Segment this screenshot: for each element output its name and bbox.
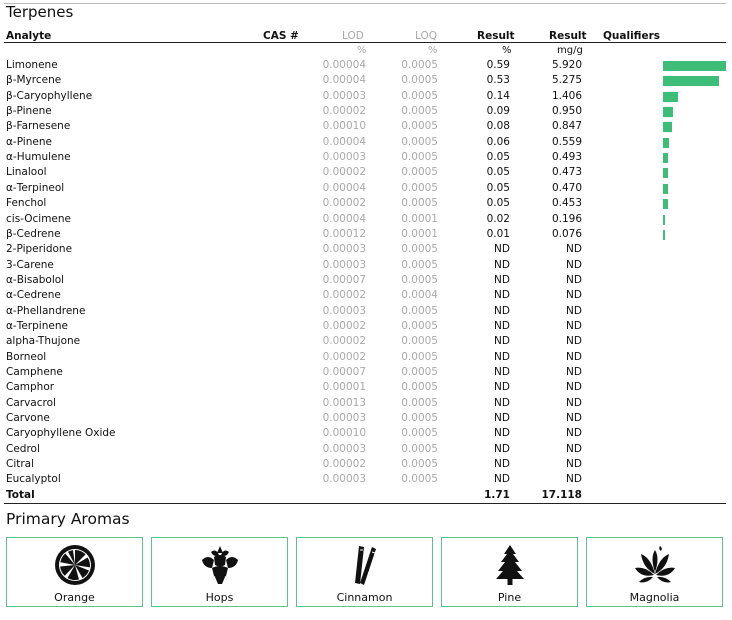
analyte-name: α-Pinene bbox=[6, 135, 52, 148]
lod-value: 0.00013 bbox=[322, 396, 366, 409]
lod-value: 0.00003 bbox=[322, 412, 366, 425]
loq-value: 0.0005 bbox=[401, 319, 438, 332]
table-row bbox=[0, 120, 732, 135]
analyte-name: Cedrol bbox=[6, 442, 40, 455]
result-mg-value: ND bbox=[566, 350, 582, 363]
lod-value: 0.00003 bbox=[322, 473, 366, 486]
analyte-name: Linalool bbox=[6, 166, 47, 179]
lod-value: 0.00001 bbox=[322, 381, 366, 394]
result-pct-value: ND bbox=[494, 258, 510, 271]
loq-value: 0.0005 bbox=[401, 197, 438, 210]
result-bar bbox=[663, 215, 665, 225]
lod-value: 0.00002 bbox=[322, 319, 366, 332]
loq-value: 0.0001 bbox=[401, 227, 438, 240]
analyte-name: β-Caryophyllene bbox=[6, 89, 93, 102]
loq-value: 0.0005 bbox=[401, 335, 438, 348]
lod-value: 0.00002 bbox=[322, 105, 366, 118]
result-mg-value: 0.559 bbox=[551, 135, 582, 148]
lod-value: 0.00003 bbox=[322, 151, 366, 164]
magnolia-flower-icon bbox=[633, 544, 677, 586]
table-row bbox=[0, 351, 732, 366]
header-analyte: Analyte bbox=[6, 30, 52, 42]
table-row bbox=[0, 427, 732, 442]
total-label: Total bbox=[6, 489, 35, 501]
analyte-name: β-Myrcene bbox=[6, 74, 62, 87]
table-row bbox=[0, 289, 732, 304]
analyte-name: β-Cedrene bbox=[6, 227, 61, 240]
lod-value: 0.00004 bbox=[322, 59, 366, 71]
loq-value: 0.0005 bbox=[401, 442, 438, 455]
analyte-name: Citral bbox=[6, 458, 35, 471]
result-bar bbox=[663, 92, 678, 102]
lod-value: 0.00004 bbox=[322, 181, 366, 194]
analyte-name: β-Pinene bbox=[6, 105, 52, 118]
result-pct-value: 0.14 bbox=[486, 89, 510, 102]
lod-value: 0.00003 bbox=[322, 304, 366, 317]
lod-value: 0.00010 bbox=[322, 427, 366, 440]
result-mg-value: 1.406 bbox=[551, 89, 582, 102]
cinnamon-sticks-icon bbox=[343, 544, 387, 586]
loq-value: 0.0005 bbox=[401, 74, 438, 87]
result-bar bbox=[663, 230, 665, 240]
unit-loq: % bbox=[428, 45, 438, 56]
result-pct-value: ND bbox=[494, 243, 510, 256]
table-row bbox=[0, 151, 732, 166]
result-mg-value: ND bbox=[566, 442, 582, 455]
analyte-name: Eucalyptol bbox=[6, 473, 61, 486]
lod-value: 0.00012 bbox=[322, 227, 366, 240]
loq-value: 0.0005 bbox=[401, 366, 438, 378]
lod-value: 0.00002 bbox=[322, 166, 366, 179]
loq-value: 0.0005 bbox=[401, 59, 438, 71]
total-pct: 1.71 bbox=[484, 489, 510, 501]
result-mg-value: 0.473 bbox=[551, 166, 582, 179]
loq-value: 0.0005 bbox=[401, 381, 438, 394]
header-result-pct: Result bbox=[477, 30, 515, 42]
table-row bbox=[0, 305, 732, 320]
result-pct-value: 0.02 bbox=[486, 212, 510, 225]
result-bar bbox=[663, 138, 669, 148]
result-pct-value: ND bbox=[494, 366, 510, 378]
loq-value: 0.0005 bbox=[401, 458, 438, 471]
loq-value: 0.0005 bbox=[401, 258, 438, 271]
analyte-name: cis-Ocimene bbox=[6, 212, 71, 225]
analyte-name: α-Humulene bbox=[6, 151, 71, 164]
loq-value: 0.0005 bbox=[401, 166, 438, 179]
result-mg-value: 0.950 bbox=[551, 105, 582, 118]
result-pct-value: 0.05 bbox=[486, 197, 510, 210]
analyte-name: α-Cedrene bbox=[6, 289, 61, 302]
result-pct-value: ND bbox=[494, 396, 510, 409]
aroma-label: Orange bbox=[54, 591, 95, 604]
result-mg-value: 0.453 bbox=[551, 197, 582, 210]
loq-value: 0.0005 bbox=[401, 120, 438, 133]
aroma-label: Hops bbox=[205, 591, 234, 604]
result-pct-value: 0.53 bbox=[486, 74, 510, 87]
analyte-name: Caryophyllene Oxide bbox=[6, 427, 116, 440]
table-row bbox=[0, 412, 732, 427]
analyte-name: Camphene bbox=[6, 366, 63, 378]
analyte-name: Fenchol bbox=[6, 197, 47, 210]
lod-value: 0.00002 bbox=[322, 289, 366, 302]
result-mg-value: ND bbox=[566, 396, 582, 409]
result-pct-value: ND bbox=[494, 304, 510, 317]
analyte-name: alpha-Thujone bbox=[6, 335, 81, 348]
loq-value: 0.0005 bbox=[401, 427, 438, 440]
result-pct-value: ND bbox=[494, 458, 510, 471]
table-row bbox=[0, 320, 732, 335]
result-pct-value: 0.05 bbox=[486, 151, 510, 164]
total-row bbox=[0, 489, 732, 504]
result-pct-value: 0.06 bbox=[486, 135, 510, 148]
result-mg-value: ND bbox=[566, 458, 582, 471]
primary-aromas-title: Primary Aromas bbox=[6, 510, 130, 528]
table-row bbox=[0, 182, 732, 197]
lod-value: 0.00003 bbox=[322, 89, 366, 102]
result-mg-value: 0.493 bbox=[551, 151, 582, 164]
table-row bbox=[0, 473, 732, 488]
analyte-name: Borneol bbox=[6, 350, 47, 363]
lod-value: 0.00002 bbox=[322, 335, 366, 348]
table-row bbox=[0, 228, 732, 243]
lod-value: 0.00003 bbox=[322, 258, 366, 271]
result-pct-value: 0.09 bbox=[486, 105, 510, 118]
total-mg: 17.118 bbox=[541, 489, 582, 501]
result-pct-value: ND bbox=[494, 335, 510, 348]
analyte-name: Carvone bbox=[6, 412, 50, 425]
analyte-name: α-Phellandrene bbox=[6, 304, 86, 317]
header-cas: CAS # bbox=[263, 30, 299, 42]
table-row bbox=[0, 59, 732, 74]
table-row bbox=[0, 381, 732, 396]
pine-tree-icon bbox=[488, 544, 532, 586]
header-divider bbox=[4, 42, 726, 43]
result-bar bbox=[663, 122, 672, 132]
table-row bbox=[0, 213, 732, 228]
result-bar bbox=[663, 184, 668, 194]
aroma-label: Magnolia bbox=[629, 591, 680, 604]
result-pct-value: 0.59 bbox=[486, 59, 510, 71]
orange-slice-icon bbox=[53, 544, 97, 586]
table-row bbox=[0, 335, 732, 350]
lod-value: 0.00002 bbox=[322, 197, 366, 210]
result-pct-value: 0.01 bbox=[486, 227, 510, 240]
table-row bbox=[0, 166, 732, 181]
analyte-name: 2-Piperidone bbox=[6, 243, 73, 256]
unit-result-mg: mg/g bbox=[557, 45, 583, 56]
result-pct-value: ND bbox=[494, 473, 510, 486]
aroma-card-cinnamon bbox=[296, 537, 433, 607]
hops-icon bbox=[198, 544, 242, 586]
result-pct-value: ND bbox=[494, 442, 510, 455]
result-pct-value: 0.05 bbox=[486, 181, 510, 194]
header-lod: LOD bbox=[342, 30, 364, 42]
loq-value: 0.0005 bbox=[401, 89, 438, 102]
table-row bbox=[0, 259, 732, 274]
lod-value: 0.00004 bbox=[322, 135, 366, 148]
terpenes-title: Terpenes bbox=[6, 3, 74, 21]
result-pct-value: ND bbox=[494, 381, 510, 394]
loq-value: 0.0005 bbox=[401, 105, 438, 118]
top-divider bbox=[4, 3, 726, 4]
loq-value: 0.0005 bbox=[401, 181, 438, 194]
aroma-card-pine bbox=[441, 537, 578, 607]
total-divider bbox=[4, 503, 726, 504]
result-mg-value: 5.275 bbox=[551, 74, 582, 87]
result-pct-value: ND bbox=[494, 350, 510, 363]
analyte-name: α-Terpinene bbox=[6, 319, 68, 332]
lod-value: 0.00003 bbox=[322, 243, 366, 256]
result-mg-value: ND bbox=[566, 319, 582, 332]
result-mg-value: ND bbox=[566, 304, 582, 317]
loq-value: 0.0005 bbox=[401, 135, 438, 148]
header-qualifiers: Qualifiers bbox=[603, 30, 661, 42]
table-row bbox=[0, 105, 732, 120]
result-bar bbox=[663, 61, 726, 71]
result-mg-value: ND bbox=[566, 427, 582, 440]
lod-value: 0.00003 bbox=[322, 442, 366, 455]
result-pct-value: ND bbox=[494, 427, 510, 440]
loq-value: 0.0005 bbox=[401, 396, 438, 409]
result-mg-value: 0.847 bbox=[551, 120, 582, 133]
result-mg-value: 0.196 bbox=[551, 212, 582, 225]
analyte-name: α-Bisabolol bbox=[6, 273, 65, 286]
lod-value: 0.00002 bbox=[322, 350, 366, 363]
table-row bbox=[0, 197, 732, 212]
loq-value: 0.0004 bbox=[401, 289, 438, 302]
result-mg-value: ND bbox=[566, 412, 582, 425]
result-mg-value: ND bbox=[566, 335, 582, 348]
lod-value: 0.00002 bbox=[322, 458, 366, 471]
lod-value: 0.00010 bbox=[322, 120, 366, 133]
header-loq: LOQ bbox=[415, 30, 438, 42]
table-row bbox=[0, 74, 732, 89]
result-pct-value: ND bbox=[494, 412, 510, 425]
result-bar bbox=[663, 107, 673, 117]
aroma-card-orange bbox=[6, 537, 143, 607]
loq-value: 0.0005 bbox=[401, 151, 438, 164]
aroma-label: Pine bbox=[497, 591, 522, 604]
loq-value: 0.0005 bbox=[401, 304, 438, 317]
result-mg-value: ND bbox=[566, 381, 582, 394]
result-bar bbox=[663, 76, 719, 86]
result-mg-value: ND bbox=[566, 273, 582, 286]
analyte-name: 3-Carene bbox=[6, 258, 54, 271]
loq-value: 0.0005 bbox=[401, 412, 438, 425]
result-pct-value: 0.05 bbox=[486, 166, 510, 179]
lod-value: 0.00007 bbox=[322, 273, 366, 286]
loq-value: 0.0005 bbox=[401, 473, 438, 486]
lod-value: 0.00007 bbox=[322, 366, 366, 378]
analyte-name: β-Farnesene bbox=[6, 120, 71, 133]
loq-value: 0.0005 bbox=[401, 273, 438, 286]
table-row bbox=[0, 458, 732, 473]
analyte-name: Carvacrol bbox=[6, 396, 56, 409]
table-row bbox=[0, 274, 732, 289]
lod-value: 0.00004 bbox=[322, 74, 366, 87]
result-mg-value: 0.076 bbox=[551, 227, 582, 240]
result-mg-value: ND bbox=[566, 366, 582, 378]
result-pct-value: ND bbox=[494, 289, 510, 302]
loq-value: 0.0005 bbox=[401, 243, 438, 256]
table-row bbox=[0, 136, 732, 151]
table-row bbox=[0, 90, 732, 105]
table-row bbox=[0, 366, 732, 381]
loq-value: 0.0001 bbox=[401, 212, 438, 225]
lod-value: 0.00004 bbox=[322, 212, 366, 225]
unit-result-pct: % bbox=[502, 45, 512, 56]
table-row bbox=[0, 243, 732, 258]
result-pct-value: ND bbox=[494, 319, 510, 332]
result-mg-value: ND bbox=[566, 473, 582, 486]
analyte-name: Limonene bbox=[6, 59, 58, 71]
result-mg-value: 5.920 bbox=[551, 59, 582, 71]
analyte-name: α-Terpineol bbox=[6, 181, 65, 194]
analyte-name: Camphor bbox=[6, 381, 55, 394]
aroma-card-hops bbox=[151, 537, 288, 607]
result-pct-value: 0.08 bbox=[486, 120, 510, 133]
table-row bbox=[0, 443, 732, 458]
result-bar bbox=[663, 153, 668, 163]
unit-lod: % bbox=[357, 45, 367, 56]
result-mg-value: ND bbox=[566, 243, 582, 256]
result-bar bbox=[663, 199, 668, 209]
result-pct-value: ND bbox=[494, 273, 510, 286]
result-bar bbox=[663, 168, 668, 178]
aroma-card-magnolia bbox=[586, 537, 723, 607]
header-result-mg: Result bbox=[549, 30, 587, 42]
loq-value: 0.0005 bbox=[401, 350, 438, 363]
result-mg-value: ND bbox=[566, 258, 582, 271]
result-mg-value: ND bbox=[566, 289, 582, 302]
result-mg-value: 0.470 bbox=[551, 181, 582, 194]
table-row bbox=[0, 397, 732, 412]
aroma-label: Cinnamon bbox=[336, 591, 393, 604]
